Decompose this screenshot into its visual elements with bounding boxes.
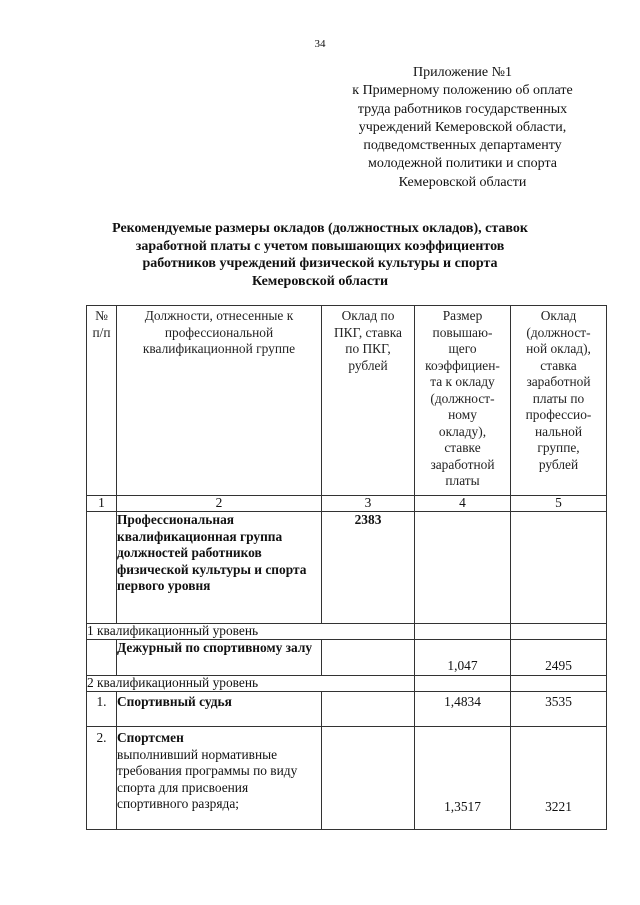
level-label: 1 квалификационный уровень bbox=[87, 624, 415, 640]
table-cell bbox=[511, 624, 607, 640]
table-cell bbox=[322, 692, 415, 727]
header-cell bbox=[415, 306, 511, 496]
row-number: 2. bbox=[87, 727, 117, 830]
table-row bbox=[87, 692, 607, 727]
header-text: Должности, отнесенные к профессиональной квалификационной группе bbox=[142, 308, 296, 356]
table-cell bbox=[415, 676, 511, 692]
position-note: выполнивший нормативные требования программы по виду спорта для присвоения спортивного разряда; bbox=[117, 746, 298, 811]
salary-table bbox=[86, 305, 607, 830]
table-row bbox=[87, 640, 607, 676]
group-name: Профессиональная квалификационная группа должностей работников физической культуры и спорта первого уровня bbox=[117, 512, 322, 624]
appendix-line: молодежной политики и спорта bbox=[368, 156, 557, 172]
table-cell bbox=[511, 512, 607, 624]
header-cell bbox=[87, 306, 117, 496]
salary-value: 3221 bbox=[511, 727, 607, 830]
coefficient: 1,4834 bbox=[415, 692, 511, 727]
header-text: Оклад по ПКГ, ставка по ПКГ, рублей bbox=[334, 308, 402, 373]
column-number: 1 bbox=[87, 496, 117, 512]
header-text: Оклад (должност- ной оклад), ставка заработной платы по профессио- нальной группе, рублей bbox=[525, 308, 592, 472]
table-cell bbox=[87, 512, 117, 624]
table-row-group bbox=[87, 512, 607, 624]
table-cell bbox=[511, 676, 607, 692]
table-cell bbox=[322, 727, 415, 830]
column-number: 5 bbox=[511, 496, 607, 512]
document-title bbox=[95, 220, 545, 290]
column-number: 3 bbox=[322, 496, 415, 512]
title-line: Кемеровской области bbox=[251, 273, 389, 289]
appendix-line: труда работников государственных bbox=[357, 101, 568, 117]
column-number-row bbox=[87, 496, 607, 512]
title-line: работников учреждений физической культуры и спорта bbox=[142, 256, 498, 271]
appendix-line: Приложение №1 bbox=[413, 65, 512, 80]
title-line: Рекомендуемые размеры окладов (должностных окладов), ставок bbox=[112, 221, 528, 236]
level-row bbox=[87, 676, 607, 692]
header-cell bbox=[511, 306, 607, 496]
page-number: 34 bbox=[314, 38, 326, 50]
header-text: № п/п bbox=[92, 308, 111, 340]
table-cell bbox=[415, 512, 511, 624]
table-cell bbox=[415, 624, 511, 640]
appendix-line: учреждений Кемеровской области, bbox=[358, 119, 567, 135]
level-label: 2 квалификационный уровень bbox=[87, 676, 415, 692]
table-cell bbox=[322, 640, 415, 676]
appendix-line: к Примерному положению об оплате bbox=[352, 83, 573, 99]
coefficient: 1,3517 bbox=[415, 727, 511, 830]
appendix-line: Кемеровской области bbox=[398, 174, 527, 190]
position-name: Спортивный судья bbox=[117, 692, 322, 727]
position-name: Дежурный по спортивному залу bbox=[117, 640, 322, 676]
appendix-note bbox=[330, 64, 595, 192]
header-cell bbox=[322, 306, 415, 496]
position-name: Спортсмен bbox=[117, 730, 184, 745]
row-number: 1. bbox=[87, 692, 117, 727]
table-row bbox=[87, 727, 607, 830]
group-salary: 2383 bbox=[322, 512, 415, 624]
salary-value: 2495 bbox=[511, 640, 607, 676]
column-number: 2 bbox=[117, 496, 322, 512]
header-text: Размер повышаю- щего коэффициен- та к окладу (должност- ному окладу), ставке заработной платы bbox=[425, 308, 500, 488]
level-row bbox=[87, 624, 607, 640]
coefficient: 1,047 bbox=[415, 640, 511, 676]
appendix-line: подведомственных департаменту bbox=[363, 138, 562, 154]
table-header-row bbox=[87, 306, 607, 496]
column-number: 4 bbox=[415, 496, 511, 512]
title-line: заработной платы с учетом повышающих коэффициентов bbox=[135, 238, 505, 254]
position-cell bbox=[117, 727, 322, 830]
salary-value: 3535 bbox=[511, 692, 607, 727]
header-cell bbox=[117, 306, 322, 496]
row-number bbox=[87, 640, 117, 676]
